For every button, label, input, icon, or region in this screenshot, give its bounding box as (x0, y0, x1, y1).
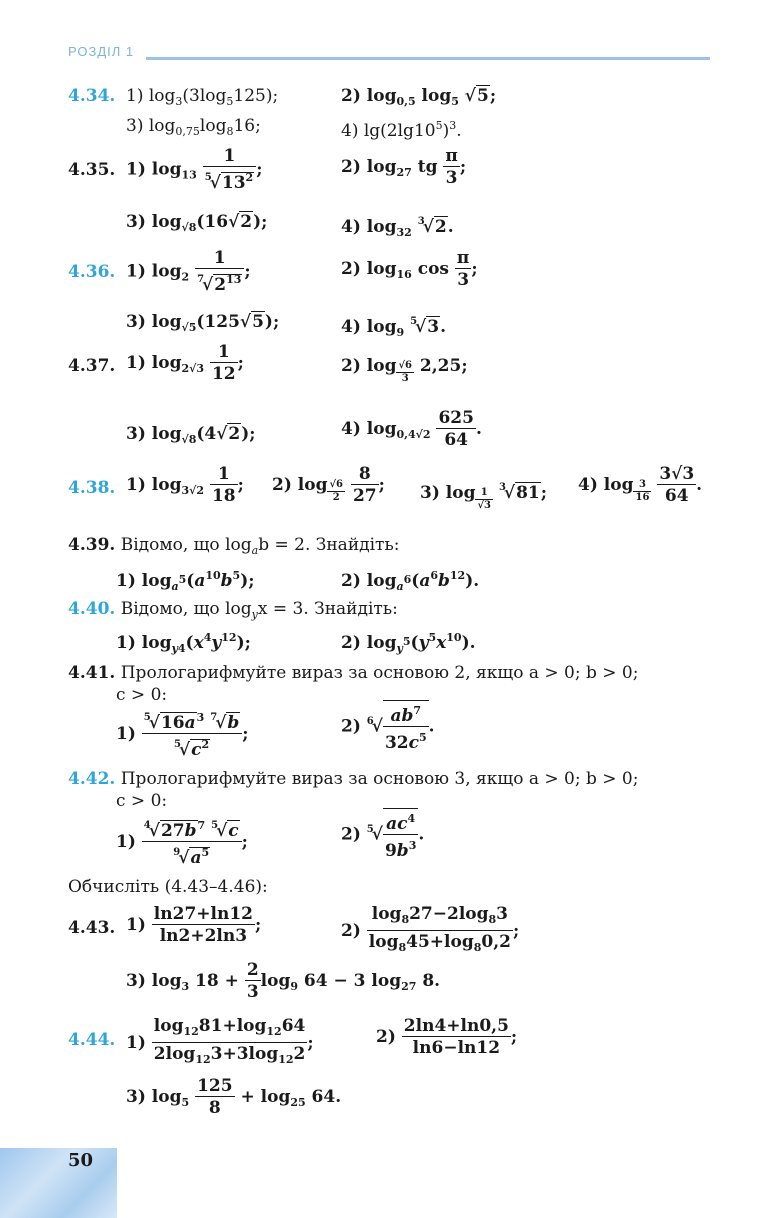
item: 2) $\frac{2\ln 4+\ln 0,5}{\ln 6-\ln 12}$ ; (376, 1016, 518, 1058)
item: 3) $\log_3 18$ + $\frac{2}{3}$ $\log_9 64 - 3$ $\log_{27} 8$. (126, 960, 441, 1002)
exercise-4-37 (68, 356, 115, 376)
task-text: Відомо, що log (120, 599, 252, 619)
exercise-number: 4.37. (68, 356, 116, 376)
item: 2) $\log_{27}$ tg $\frac{\pi}{3}$ ; (341, 146, 467, 188)
exercise-number: 4.42. (68, 769, 116, 789)
item: 2) $\log_{0,5} \log_5 √5$; (341, 86, 497, 108)
section-title: РОЗДІЛ 1 (68, 44, 135, 59)
exercise-number: 4.44. (68, 1030, 116, 1050)
item: 4) $\log_{0,4√2}$ $\frac{625}{64}$ . (341, 408, 482, 450)
exercise-number: 4.39. (68, 535, 116, 555)
exercise-4-35 (68, 160, 115, 180)
item: 2) log $_{\frac{√6}{3}}$ 2,25; (341, 356, 468, 384)
exercise-4-42 (68, 768, 638, 790)
item: 2) $^5$√ $\frac{ac^4}{9b^3}$ . (341, 808, 424, 862)
item: 3) log $_{\frac{1}{√3}}$ $^3$√81; (420, 482, 548, 511)
task-text-continued: c > 0: (116, 685, 168, 705)
item: 1) $\frac{\ln 27+\ln 12}{\ln 2+2\ln 3}$ ; (126, 904, 262, 946)
exercise-number: 4.40. (68, 599, 116, 619)
item: 3) $\log_{0,75}\log_816$; (126, 116, 261, 138)
exercise-4-40: 4.40. Відомо, що $\log_yx = 3$. Знайдіть: (68, 599, 398, 621)
item: 1) $\frac{^4√27b^7 ^5√c}{^9√a^5}$ ; (116, 816, 248, 869)
exercise-4-36 (68, 262, 115, 282)
task-text-continued: c > 0: (116, 791, 168, 811)
item: 2) $\log_{y^5}(y^5x^{10})$. (341, 631, 476, 655)
calc-heading: Обчисліть (4.43–4.46): (68, 877, 268, 897)
page-number: 50 (68, 1150, 94, 1171)
exercise-4-43 (68, 918, 115, 938)
item: 2) $\log_{16} \cos$ $\frac{\pi}{3}$ ; (341, 248, 478, 290)
item: 3) $\log_{√8}(4√2)$; (126, 424, 256, 446)
task-text: Прологарифмуйте вираз за основою 2, якщо a > 0; b > 0; (120, 663, 639, 683)
task-text: b = 2. Знайдіть: (258, 535, 400, 555)
page-header (68, 44, 710, 64)
item: 1) $\log_{y4}(x^4y^{12})$; (116, 631, 251, 655)
item: 1) $\frac{^5√16a^3 ^7√b}{^5√c^2}$ ; (116, 708, 249, 761)
exercise-number: 4.34. (68, 86, 116, 106)
exercise-4-44 (68, 1030, 115, 1050)
item: 2) $^6$√ $\frac{ab^7}{32c^5}$ . (341, 700, 435, 754)
exercise-4-38 (68, 478, 115, 498)
item: 4) log $_{\frac{3}{16}}$ $\frac{3√3}{64}$ . (578, 464, 703, 506)
exercise-number: 4.41. (68, 663, 116, 683)
task-text: Прологарифмуйте вираз за основою 3, якщо a > 0; b > 0; (120, 769, 639, 789)
item: 3) $\log_{√8}(16√2)$; (126, 212, 268, 234)
item: 1) $\log_{2√3}$ $\frac{1}{12}$ ; (126, 342, 244, 384)
exercise-number: 4.38. (68, 478, 116, 498)
item: 3) $\log_5$ $\frac{125}{8}$ + $\log_{25} 64$. (126, 1076, 342, 1118)
exercise-number: 4.35. (68, 160, 116, 180)
header-rule (146, 57, 710, 60)
task-text: Відомо, що log (120, 535, 252, 555)
item: 4) $\log_{32} ^3√2$. (341, 216, 454, 239)
exercise-number: 4.36. (68, 262, 116, 282)
exercise-4-34 (68, 86, 115, 106)
item: 2) $\frac{\log_827-2\log_83}{\log_845+\log_80,2}$ ; (341, 904, 520, 954)
item: 1) $\log_2$ $\frac{1}{^7√2^{13}}$ ; (126, 248, 251, 295)
item: 1) $\log_{3√2}$ $\frac{1}{18}$ ; (126, 464, 244, 506)
item: 1) $\log_3(3\log_5125)$; (126, 86, 279, 108)
item: 3) $\log_{√5}(125√5)$; (126, 312, 280, 334)
decorative-corner (0, 1148, 117, 1218)
item: 2) log $_{\frac{√6}{2}}$ $\frac{8}{27}$ ; (272, 464, 385, 506)
exercise-4-39: 4.39. Відомо, що $\log_ab = 2$. Знайдіть: (68, 535, 400, 557)
item: 2) $\log_{a^6}(a^6b^{12})$. (341, 569, 480, 593)
item: 4) $\lg(2\lg 10^5)^3$. (341, 119, 462, 141)
exercise-number: 4.43. (68, 918, 116, 938)
item: 4) $\log_9 ^5√3$. (341, 316, 446, 339)
task-text: x = 3. Знайдіть: (257, 599, 398, 619)
item: 1) $\log_{13}$ $\frac{1}{^5√13^2}$ ; (126, 146, 263, 193)
exercise-4-41 (68, 662, 638, 684)
item: 1) $\frac{\log_{12}81+\log_{12}64}{2\log_{12}3+3\log_{12}2}$ ; (126, 1016, 314, 1066)
item: 1) $\log_{a^5}(a^{10}b^5)$; (116, 569, 255, 593)
